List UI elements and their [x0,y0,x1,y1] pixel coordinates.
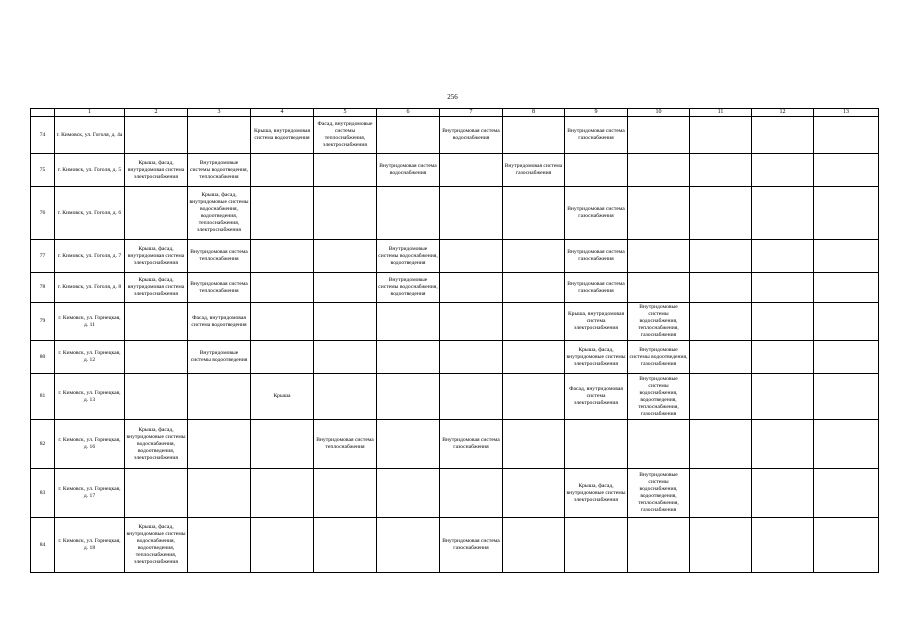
work-cell: Крыша, фасад, внутридомовые системы водоснабжения, водоотведения, электроснабжения [125,420,188,469]
work-cell [440,469,503,518]
header-cell: 4 [251,109,314,117]
row-number: 75 [31,154,55,187]
work-cell [752,341,814,374]
header-cell: 2 [125,109,188,117]
table-row [31,187,879,240]
work-cell [314,341,377,374]
work-cell [188,420,251,469]
work-cell [314,240,377,273]
work-cell: Крыша, фасад, внутридомовая система электроснабжения [125,154,188,187]
work-cell [440,187,503,240]
work-cell [125,374,188,420]
header-cell: 9 [565,109,628,117]
work-cell [752,154,814,187]
address-cell: г. Кимовск, ул. Гоголя, д. 5 [55,154,125,187]
work-cell [503,187,565,240]
work-cell: Внутридомовая система газоснабжения [440,420,503,469]
row-number: 78 [31,273,55,303]
work-cell: Крыша, фасад, внутридомовые системы электроснабжения [565,469,628,518]
work-cell: Внутридомовая система теплоснабжения [188,240,251,273]
address-cell: г. Кимовск, ул. Горнецкая, д. 18 [55,518,125,573]
row-number: 77 [31,240,55,273]
work-cell [814,273,879,303]
address-cell: г. Кимовск, ул. Горнецкая, д. 11 [55,303,125,341]
work-cell [690,240,752,273]
work-cell [814,374,879,420]
header-cell: 3 [188,109,251,117]
work-cell [314,518,377,573]
work-cell [565,518,628,573]
table-row [31,341,879,374]
work-cell [125,187,188,240]
work-cell [125,341,188,374]
work-cell [690,420,752,469]
work-cell [814,154,879,187]
work-cell [690,518,752,573]
work-cell [377,420,440,469]
table-row [31,374,879,420]
work-cell [628,420,690,469]
table-row [31,240,879,273]
work-cell: Фасад, внутридомовая система электроснабжения [565,374,628,420]
work-cell [690,273,752,303]
work-cell [503,469,565,518]
work-cell [690,303,752,341]
work-cell [690,187,752,240]
work-cell: Крыша, фасад, внутридомовые системы электроснабжения [565,341,628,374]
work-cell [503,374,565,420]
table-row [31,117,879,154]
work-cell [814,341,879,374]
row-number: 83 [31,469,55,518]
work-cell [251,420,314,469]
row-number: 82 [31,420,55,469]
work-cell [690,154,752,187]
work-cell [690,341,752,374]
address-cell: г. Кимовск, ул. Горнецкая, д. 17 [55,469,125,518]
work-cell [814,469,879,518]
work-cell [440,303,503,341]
address-cell: г. Кимовск, ул. Гоголя, д. 7 [55,240,125,273]
work-cell: Внутридомовые системы водоснабжения, водоотведения [377,240,440,273]
work-cell [440,154,503,187]
work-cell [690,374,752,420]
work-cell [752,117,814,154]
header-cell: 13 [814,109,879,117]
table-row [31,518,879,573]
work-cell: Внутридомовая система газоснабжения [565,187,628,240]
page-number: 256 [447,93,458,101]
work-cell [440,374,503,420]
work-cell [188,469,251,518]
work-cell [314,303,377,341]
address-cell: г. Кимовск, ул. Горнецкая, д. 13 [55,374,125,420]
work-cell [377,187,440,240]
header-cell: 7 [440,109,503,117]
work-cell [565,154,628,187]
work-cell [314,374,377,420]
work-cell: Внутридомовые системы водоотведения, газоснабжения [628,341,690,374]
work-cell [628,117,690,154]
work-cell: Внутридомовая система газоснабжения [440,518,503,573]
work-cell [251,240,314,273]
work-cell [503,303,565,341]
table-row [31,303,879,341]
work-cell: Крыша, фасад, внутридомовая система электроснабжения [125,273,188,303]
work-cell [814,518,879,573]
work-cell [503,273,565,303]
work-cell [377,341,440,374]
work-cell [188,518,251,573]
address-cell: г. Кимовск, ул. Гоголя, д. 4а [55,117,125,154]
work-cell: Внутридомовые системы водоснабжения, водоотведения [377,273,440,303]
row-number: 81 [31,374,55,420]
work-cell [503,420,565,469]
work-cell [752,518,814,573]
work-cell [752,273,814,303]
work-cell: Крыша, внутридомовая система электроснабжения [565,303,628,341]
header-cell: 11 [690,109,752,117]
work-cell: Внутридомовые системы водоснабжения, водоотведения, теплоснабжения, газоснабжения [628,469,690,518]
work-cell: Внутридомовые системы водоотведения [188,341,251,374]
work-cell [628,240,690,273]
work-cell [251,469,314,518]
work-cell [314,154,377,187]
work-cell [752,303,814,341]
table-row [31,273,879,303]
header-row [31,109,879,117]
work-cell [628,273,690,303]
work-cell: Крыша, фасад, внутридомовая система электроснабжения [125,240,188,273]
work-cell [752,420,814,469]
work-cell [125,303,188,341]
row-number: 80 [31,341,55,374]
work-cell [752,240,814,273]
work-cell [814,303,879,341]
work-cell [814,240,879,273]
work-cell [628,154,690,187]
work-cell [690,117,752,154]
work-cell: Крыша, фасад, внутридомовые системы водоснабжения, водоотведения, теплоснабжения, электроснабжения [125,518,188,573]
work-cell: Крыша [251,374,314,420]
work-cell: Внутридомовая система теплоснабжения [188,273,251,303]
work-cell [503,341,565,374]
work-cell [251,154,314,187]
address-cell: г. Кимовск, ул. Горнецкая, д. 12 [55,341,125,374]
work-cell [188,374,251,420]
work-cell [377,374,440,420]
work-cell [251,518,314,573]
work-cell [565,420,628,469]
row-number: 84 [31,518,55,573]
row-number: 76 [31,187,55,240]
header-cell-blank [31,109,55,117]
work-cell [440,273,503,303]
work-cell [690,469,752,518]
work-cell [503,518,565,573]
work-cell [251,341,314,374]
work-cell: Внутридомовые системы водоснабжения, водоотведения, теплоснабжения, газоснабжения [628,374,690,420]
work-cell [440,240,503,273]
header-cell: 6 [377,109,440,117]
table-row [31,420,879,469]
header-cell: 8 [503,109,565,117]
row-number: 79 [31,303,55,341]
work-cell [814,420,879,469]
work-cell [377,117,440,154]
work-cell: Внутридомовые системы водоснабжения, теплоснабжения, газоснабжения [628,303,690,341]
work-cell: Крыша, фасад, внутридомовые системы водоснабжения, водоотведения, теплоснабжения, электроснабжения [188,187,251,240]
work-cell [503,117,565,154]
work-cell [752,469,814,518]
work-cell [251,187,314,240]
work-cell [752,374,814,420]
address-cell: г. Кимовск, ул. Гоголя, д. 6 [55,187,125,240]
work-cell [314,187,377,240]
repair-schedule-table [30,108,879,573]
header-cell: 5 [314,109,377,117]
work-cell [814,117,879,154]
work-cell [314,273,377,303]
row-number: 74 [31,117,55,154]
work-cell: Крыша, внутридомовая система водоотведения [251,117,314,154]
address-cell: г. Кимовск, ул. Горнецкая, д. 16 [55,420,125,469]
work-cell: Внутридомовая система газоснабжения [565,273,628,303]
work-cell: Фасад, внутридомовые системы теплоснабжения, электроснабжения [314,117,377,154]
header-cell: 12 [752,109,814,117]
work-cell: Внутридомовая система газоснабжения [565,117,628,154]
work-cell: Внутридомовая система водоснабжения [377,154,440,187]
header-cell: 1 [55,109,125,117]
work-cell: Фасад, внутридомовая система водоотведения [188,303,251,341]
work-cell [377,518,440,573]
work-cell: Внутридомовые системы водоотведения, теплоснабжения [188,154,251,187]
work-cell [251,303,314,341]
work-cell: Внутридомовая система теплоснабжения [314,420,377,469]
work-cell [125,469,188,518]
work-cell [377,469,440,518]
address-cell: г. Кимовск, ул. Гоголя, д. 8 [55,273,125,303]
header-cell: 10 [628,109,690,117]
work-cell [752,187,814,240]
work-cell [503,240,565,273]
work-cell [377,303,440,341]
work-cell [125,117,188,154]
work-cell: Внутридомовая система газоснабжения [565,240,628,273]
work-cell [814,187,879,240]
work-cell [314,469,377,518]
work-cell [251,273,314,303]
work-cell [188,117,251,154]
work-cell [440,341,503,374]
work-cell: Внутридомовая система водоснабжения [440,117,503,154]
table-row [31,154,879,187]
work-cell [628,187,690,240]
work-cell [628,518,690,573]
table-row [31,469,879,518]
work-cell: Внутридомовая система газоснабжения [503,154,565,187]
